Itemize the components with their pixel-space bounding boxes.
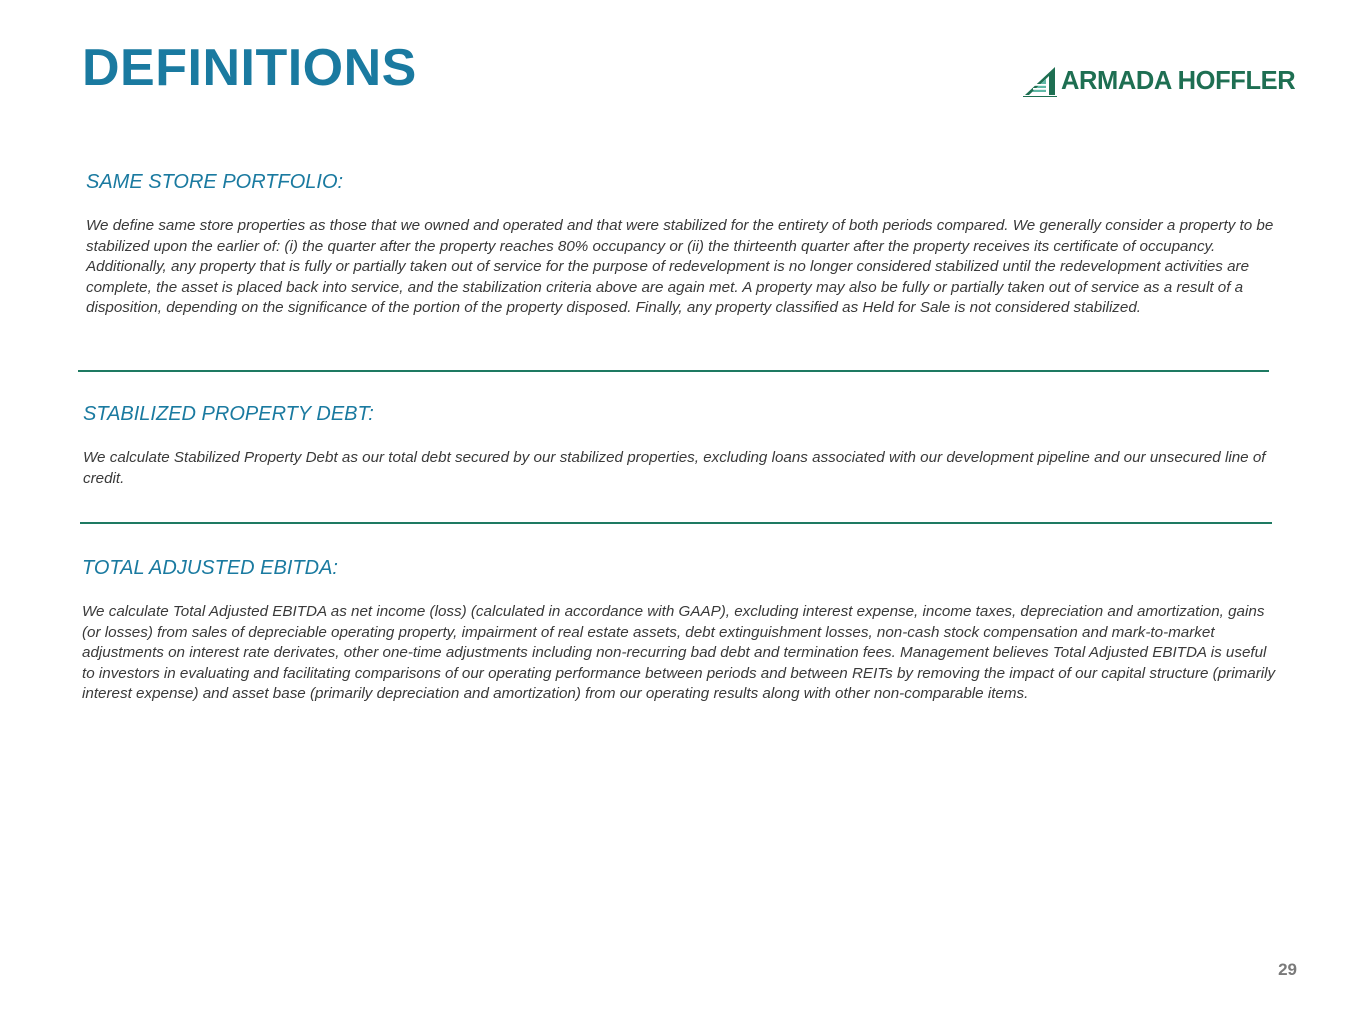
triangle-building-icon — [1023, 65, 1057, 97]
section-stabilized-property-debt — [83, 402, 1273, 489]
section-body: We calculate Total Adjusted EBITDA as net income (loss) (calculated in accordance with GAAP), excluding interest expense, income taxes, depreciation and amortization, gains (or losses) from sales of depreciable operating property, impairment of real estate assets, debt extinguishment losses, non-cash stock compensation and mark-to-market adjustments on interest rate derivates, other one-time adjustments including non-recurring bad debt and termination fees. Management believes Total Adjusted EBITDA is useful to investors in evaluating and facilitating comparisons of our operating performance between periods and between REITs by removing the impact of our capital structure (primarily interest expense) and asset base (primarily depreciation and amortization) from our operating results along with other non-comparable items. — [82, 603, 1276, 703]
logo-text: ARMADA HOFFLER — [1061, 66, 1296, 95]
section-heading: TOTAL ADJUSTED EBITDA: — [82, 557, 338, 579]
section-same-store-portfolio — [86, 170, 1298, 319]
company-logo — [1023, 64, 1295, 98]
page-number: 29 — [1278, 960, 1297, 979]
section-heading: STABILIZED PROPERTY DEBT: — [83, 403, 374, 425]
section-divider — [80, 522, 1272, 524]
section-heading: SAME STORE PORTFOLIO: — [86, 171, 344, 193]
section-divider — [78, 370, 1269, 372]
section-body: We calculate Stabilized Property Debt as our total debt secured by our stabilized properties, excluding loans associated with our development pipeline and our unsecured line of credit. — [83, 449, 1266, 487]
section-body: We define same store properties as those that we owned and operated and that were stabilized for the entirety of both periods compared. We generally consider a property to be stabilized upon the earlier of: (i) the quarter after the property reaches 80% occupancy or (ii) the thirteenth quarter after the property receives its certificate of occupancy. Additionally, any property that is fully or partially taken out of service for the purpose of redevelopment is no longer considered stabilized until the redevelopment activities are complete, the asset is placed back into service, and the stabilization criteria above are again met. A property may also be fully or partially taken out of service as a result of a disposition, depending on the significance of the portion of the property disposed. Finally, any property classified as Held for Sale is not considered stabilized. — [86, 217, 1274, 317]
page-title: DEFINITIONS — [82, 39, 417, 97]
section-total-adjusted-ebitda — [82, 556, 1282, 705]
